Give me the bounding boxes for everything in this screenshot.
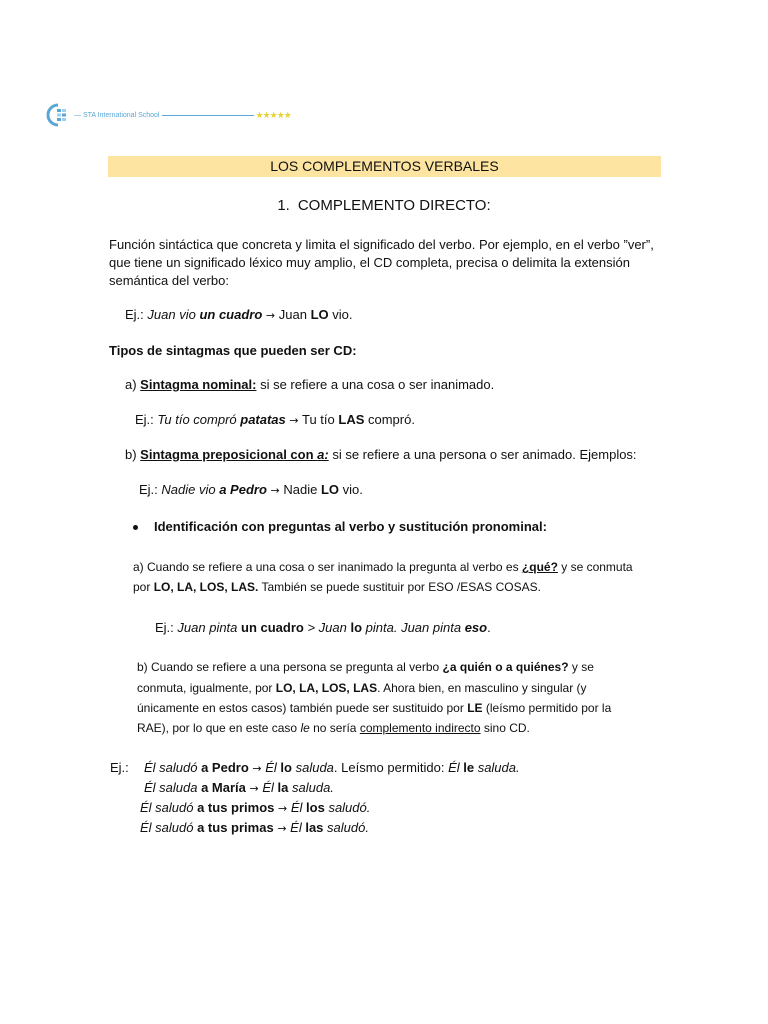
- rule-text: (leísmo permitido por la: [482, 701, 612, 715]
- example-pronoun: le: [463, 760, 475, 775]
- arrow-right-icon: →: [277, 822, 287, 835]
- example-text: Él saluda: [144, 780, 202, 795]
- section-number: 1.: [277, 197, 290, 214]
- example-pronoun: LO: [320, 482, 340, 497]
- example-text: Juan vio: [147, 307, 200, 322]
- rule-text: y se: [568, 660, 594, 674]
- type-name-preposition: a:: [317, 447, 329, 462]
- example-text: saluda: [291, 760, 334, 775]
- example-text: saluda.: [474, 760, 520, 775]
- example-pronoun: la: [277, 780, 289, 795]
- arrow-right-icon: →: [278, 802, 288, 815]
- example-text: Él: [448, 760, 464, 775]
- rule-question: ¿qué?: [521, 560, 558, 574]
- section-heading: [0, 197, 768, 214]
- example-text: Él: [286, 820, 306, 835]
- example-text: Él: [258, 780, 278, 795]
- rule-a-line1: [133, 557, 633, 577]
- rule-b-line3: [137, 698, 611, 718]
- example-pronoun: lo: [350, 620, 363, 635]
- example-text: > Juan: [303, 620, 351, 635]
- example-cd: patatas: [240, 412, 286, 427]
- rule-text: a) Cuando se refiere a una cosa o ser inanimado la pregunta al verbo es: [133, 560, 522, 574]
- rule-text: y se conmuta: [557, 560, 633, 574]
- type-name: Sintagma preposicional con: [140, 447, 318, 462]
- example-nadie-pedro: [139, 481, 363, 500]
- type-description: si se refiere a una cosa o ser inanimado.: [256, 377, 495, 392]
- example-text: Nadie: [279, 482, 321, 497]
- school-logo-icon: [46, 103, 70, 127]
- types-heading: Tipos de sintagmas que pueden ser CD:: [109, 343, 357, 358]
- example-juan-pinta: [155, 619, 491, 637]
- rule-text: También se puede sustituir por ESO /ESAS COSAS.: [258, 580, 541, 594]
- example-lead: Ej.:: [155, 620, 178, 635]
- list-marker: a): [125, 377, 141, 392]
- final-example-3: [140, 799, 370, 818]
- rule-ci-term: complemento indirecto: [359, 721, 481, 735]
- example-text: Nadie vio: [161, 482, 220, 497]
- rule-pronoun-le: LE: [467, 701, 483, 715]
- example-lead: Ej.:: [135, 412, 158, 427]
- type-description: si se refiere a una persona o ser animado. Ejemplos:: [328, 447, 637, 462]
- example-cd: a Pedro: [201, 760, 249, 775]
- example-lead: Ej.:: [125, 307, 148, 322]
- example-text: Juan: [275, 307, 311, 322]
- arrow-right-icon: →: [270, 484, 280, 497]
- rule-a-line2: [133, 577, 541, 597]
- example-cd: a tus primas: [197, 820, 274, 835]
- rule-text: b) Cuando se refiere a una persona se pregunta al verbo: [137, 660, 443, 674]
- example-cd: un cuadro: [241, 620, 304, 635]
- example-pronoun: los: [306, 800, 325, 815]
- final-example-4: [140, 819, 369, 838]
- example-text: . Leísmo permitido:: [333, 760, 449, 775]
- example-cd: a María: [201, 780, 246, 795]
- example-text: Él: [261, 760, 281, 775]
- example-pronoun: LO: [310, 307, 329, 322]
- rule-text: por: [133, 580, 154, 594]
- example-pronoun: las: [305, 820, 324, 835]
- type-name: Sintagma nominal:: [140, 377, 257, 392]
- example-text: Juan pinta: [177, 620, 242, 635]
- section-title: COMPLEMENTO DIRECTO:: [297, 197, 491, 214]
- example-pronoun: eso: [464, 620, 488, 635]
- example-text: saludó.: [323, 820, 369, 835]
- example-cd: a Pedro: [219, 482, 267, 497]
- rule-text: no sería: [309, 721, 360, 735]
- logo-divider-line: [162, 115, 254, 116]
- example-text: .: [487, 620, 491, 635]
- example-text: Él saludó: [140, 820, 198, 835]
- rule-text: únicamente en estos casos) también puede ser sustituido por: [137, 701, 468, 715]
- rule-b-line2: [137, 678, 587, 698]
- rule-b-line4: [137, 718, 530, 738]
- example-tio-patatas: [135, 411, 415, 430]
- rule-text: RAE), por lo que en este caso: [137, 721, 301, 735]
- example-cd: a tus primos: [197, 800, 275, 815]
- rule-text: conmuta, igualmente, por: [137, 681, 276, 695]
- example-pronoun: LAS: [338, 412, 365, 427]
- type-b-preposicional: [125, 446, 637, 464]
- rule-pronouns: LO, LA, LOS, LAS.: [153, 580, 259, 594]
- bullet-icon: [133, 525, 138, 530]
- arrow-right-icon: →: [252, 762, 262, 775]
- example-text: vio.: [328, 307, 353, 322]
- example-text: Él saludó: [140, 800, 198, 815]
- arrow-right-icon: →: [265, 309, 276, 322]
- final-example-2: [144, 779, 334, 798]
- final-example-1: [144, 759, 520, 778]
- rule-pronoun-le: le: [300, 721, 310, 735]
- example-lead: Ej.:: [139, 482, 162, 497]
- example-text: vio.: [339, 482, 363, 497]
- final-examples-lead: Ej.:: [110, 760, 129, 775]
- example-text: pinta. Juan pinta: [362, 620, 465, 635]
- example-text: Tu tío compró: [157, 412, 241, 427]
- document-title: LOS COMPLEMENTOS VERBALES: [108, 156, 661, 177]
- bullet-text: Identificación con preguntas al verbo y sustitución pronominal:: [154, 519, 547, 534]
- arrow-right-icon: →: [249, 782, 259, 795]
- example-text: saludó.: [324, 800, 371, 815]
- example-text: saluda.: [288, 780, 334, 795]
- arrow-right-icon: →: [289, 414, 299, 427]
- example-text: Él: [287, 800, 307, 815]
- rule-text: sino CD.: [480, 721, 530, 735]
- rule-text: . Ahora bien, en masculino y singular (y: [377, 681, 587, 695]
- example-text: compró.: [364, 412, 415, 427]
- example-cd: un cuadro: [199, 307, 263, 322]
- intro-paragraph: Función sintáctica que concreta y limita el significado del verbo. Por ejemplo, en el verbo ”ver”, que tiene un significado léxico muy amplio, el CD completa, precisa o delimita la extensión semántica del verbo:: [109, 237, 654, 288]
- school-logo-header: [46, 103, 291, 127]
- example-text: Él saludó: [144, 760, 202, 775]
- rule-pronouns: LO, LA, LOS, LAS: [275, 681, 378, 695]
- bullet-identificacion: [133, 518, 547, 536]
- list-marker: b): [125, 447, 141, 462]
- school-name: — STA International School: [74, 111, 160, 119]
- example-text: Tu tío: [298, 412, 339, 427]
- type-a-nominal: [125, 376, 494, 394]
- example-juan-cuadro: [125, 306, 352, 325]
- rating-stars-icon: ★★★★★: [255, 109, 291, 120]
- example-pronoun: lo: [280, 760, 292, 775]
- rule-b-line1: [137, 657, 594, 677]
- rule-question: ¿a quién o a quiénes?: [442, 660, 569, 674]
